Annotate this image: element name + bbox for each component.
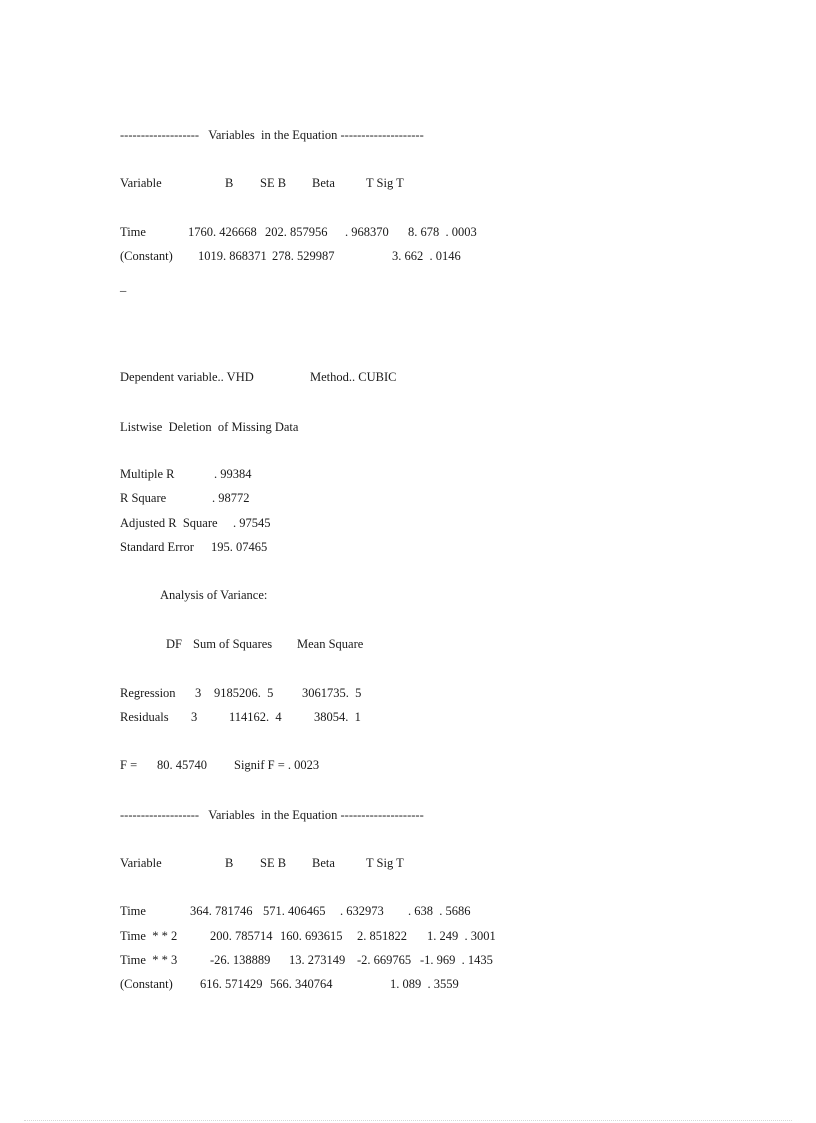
- equation-header-2: ------------------- Variables in the Equation --------------------: [120, 808, 424, 822]
- f-label: F =: [120, 758, 138, 772]
- method: Method.. CUBIC: [310, 370, 397, 384]
- anova-label: Regression: [120, 686, 176, 700]
- stat-label: Multiple R: [120, 467, 175, 481]
- page-bottom-divider: [24, 1120, 792, 1121]
- row-se-b: 202. 857956: [265, 225, 328, 239]
- row-variable: Time * * 3: [120, 953, 178, 967]
- row-variable: Time: [120, 904, 146, 918]
- row-beta: 2. 851822: [357, 929, 407, 943]
- col-variable: Variable: [120, 856, 162, 870]
- col-b: B: [225, 176, 234, 190]
- col-beta: Beta: [312, 176, 335, 190]
- equation-header-1: ------------------- Variables in the Equation --------------------: [120, 128, 424, 142]
- row-b: 200. 785714: [210, 929, 273, 943]
- f-value: 80. 45740: [157, 758, 207, 772]
- anova-ss: 9185206. 5: [214, 686, 274, 700]
- row-b: 1760. 426668: [188, 225, 257, 239]
- row-t-sig: 3. 662 . 0146: [392, 249, 461, 263]
- row-t-sig: -1. 969 . 1435: [420, 953, 493, 967]
- row-beta: . 632973: [340, 904, 384, 918]
- col-se-b: SE B: [260, 856, 287, 870]
- row-beta: . 968370: [345, 225, 389, 239]
- col-t-sig: T Sig T: [366, 856, 404, 870]
- stat-value: . 97545: [233, 516, 271, 530]
- anova-ss: 114162. 4: [229, 710, 282, 724]
- row-variable: Time * * 2: [120, 929, 178, 943]
- row-b: -26. 138889: [210, 953, 271, 967]
- row-t-sig: 8. 678 . 0003: [408, 225, 477, 239]
- row-b: 364. 781746: [190, 904, 253, 918]
- row-t-sig: . 638 . 5686: [408, 904, 471, 918]
- row-variable: (Constant): [120, 977, 173, 991]
- stat-value: . 98772: [212, 491, 250, 505]
- signif-f: Signif F = . 0023: [234, 758, 320, 772]
- anova-label: Residuals: [120, 710, 169, 724]
- anova-ms: 3061735. 5: [302, 686, 362, 700]
- col-mean-square: Mean Square: [297, 637, 364, 651]
- row-se-b: 571. 406465: [263, 904, 326, 918]
- dependent-variable: Dependent variable.. VHD: [120, 370, 254, 384]
- stat-value: . 99384: [214, 467, 252, 481]
- anova-df: 3: [195, 686, 202, 700]
- col-variable: Variable: [120, 176, 162, 190]
- col-b: B: [225, 856, 234, 870]
- stat-label: Standard Error: [120, 540, 194, 554]
- col-t-sig: T Sig T: [366, 176, 404, 190]
- row-variable: Time: [120, 225, 146, 239]
- marker: _: [120, 279, 127, 293]
- row-se-b: 566. 340764: [270, 977, 333, 991]
- stat-label: Adjusted R Square: [120, 516, 218, 530]
- col-beta: Beta: [312, 856, 335, 870]
- row-se-b: 13. 273149: [289, 953, 346, 967]
- row-se-b: 160. 693615: [280, 929, 343, 943]
- col-se-b: SE B: [260, 176, 287, 190]
- stat-value: 195. 07465: [211, 540, 268, 554]
- row-variable: (Constant): [120, 249, 173, 263]
- row-t-sig: 1. 089 . 3559: [390, 977, 459, 991]
- row-b: 1019. 868371: [198, 249, 267, 263]
- col-df: DF: [166, 637, 182, 651]
- row-b: 616. 571429: [200, 977, 263, 991]
- stat-label: R Square: [120, 491, 167, 505]
- anova-df: 3: [191, 710, 198, 724]
- anova-title: Analysis of Variance:: [160, 588, 268, 602]
- row-beta: -2. 669765: [357, 953, 412, 967]
- listwise-deletion: Listwise Deletion of Missing Data: [120, 420, 299, 434]
- col-sum-of-squares: Sum of Squares: [193, 637, 273, 651]
- row-se-b: 278. 529987: [272, 249, 335, 263]
- anova-ms: 38054. 1: [314, 710, 361, 724]
- row-t-sig: 1. 249 . 3001: [427, 929, 496, 943]
